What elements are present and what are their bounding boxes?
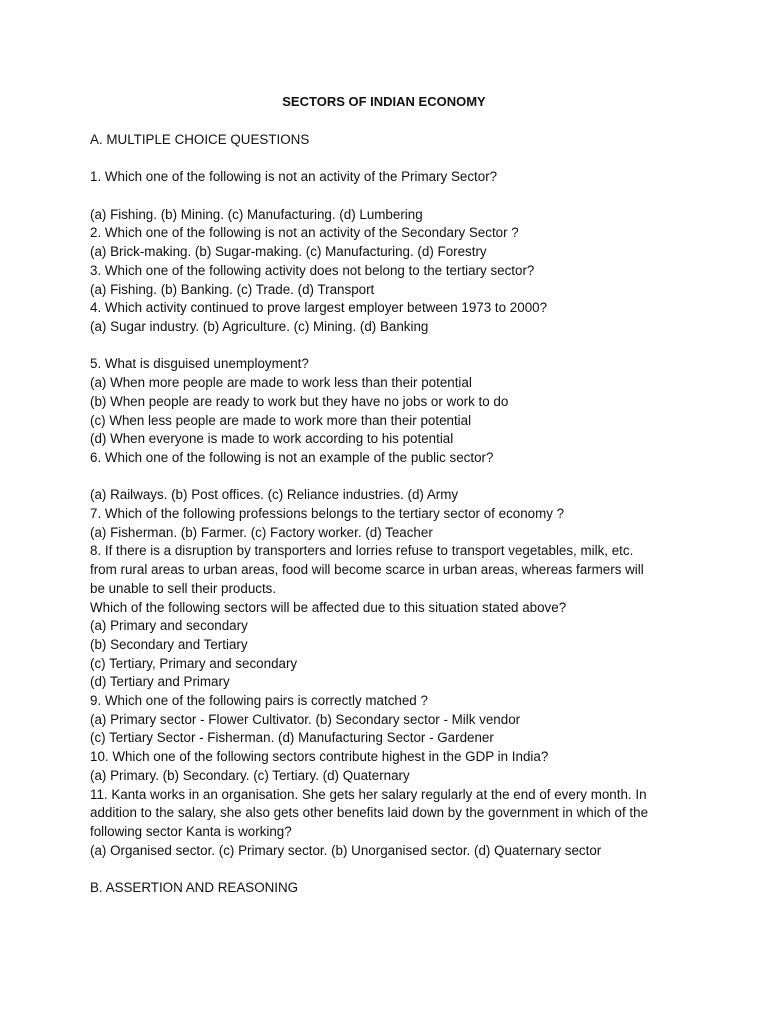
question-5: 5. What is disguised unemployment? xyxy=(90,356,309,372)
question-8-option-b: (b) Secondary and Tertiary xyxy=(90,636,248,652)
question-6-options: (a) Railways. (b) Post offices. (c) Reliance industries. (d) Army xyxy=(90,487,459,503)
question-5-option-a: (a) When more people are made to work less than their potential xyxy=(90,375,472,391)
question-10: 10. Which one of the following sectors contribute highest in the GDP in India? xyxy=(90,749,549,765)
question-10-options: (a) Primary. (b) Secondary. (c) Tertiary. (d) Quaternary xyxy=(90,767,410,783)
question-5-option-b: (b) When people are ready to work but they have no jobs or work to do xyxy=(90,393,509,409)
question-5-option-c: (c) When less people are made to work more than their potential xyxy=(90,412,472,428)
question-11-line-2: addition to the salary, she also gets other benefits laid down by the government in which of the xyxy=(90,805,649,821)
question-3-options: (a) Fishing. (b) Banking. (c) Trade. (d) Transport xyxy=(90,281,375,297)
question-8-line-1: 8. If there is a disruption by transporters and lorries refuse to transport vegetables, milk, etc. xyxy=(90,543,634,559)
question-4: 4. Which activity continued to prove largest employer between 1973 to 2000? xyxy=(90,300,548,316)
question-8-line-2: from rural areas to urban areas, food will become scarce in urban areas, whereas farmers will xyxy=(90,562,644,578)
question-6: 6. Which one of the following is not an example of the public sector? xyxy=(90,449,494,465)
spacer xyxy=(90,187,680,206)
question-11-line-1: 11. Kanta works in an organisation. She gets her salary regularly at the end of every month. In xyxy=(90,786,647,802)
question-9-options-ab: (a) Primary sector - Flower Cultivator. (b) Secondary sector - Milk vendor xyxy=(90,711,521,727)
question-11-options: (a) Organised sector. (c) Primary sector. (b) Unorganised sector. (d) Quaternary sector xyxy=(90,842,602,858)
question-8-option-c: (c) Tertiary, Primary and secondary xyxy=(90,655,298,671)
question-8-option-a: (a) Primary and secondary xyxy=(90,618,248,634)
question-11-line-3: following sector Kanta is working? xyxy=(90,823,292,839)
question-8-option-d: (d) Tertiary and Primary xyxy=(90,674,230,690)
section-heading-b: B. ASSERTION AND REASONING xyxy=(90,880,299,896)
section-heading-a: A. MULTIPLE CHOICE QUESTIONS xyxy=(90,132,310,147)
question-7: 7. Which of the following professions belongs to the tertiary sector of economy ? xyxy=(90,506,565,521)
question-9: 9. Which one of the following pairs is correctly matched ? xyxy=(90,693,428,709)
document-title: SECTORS OF INDIAN ECONOMY xyxy=(282,94,486,109)
question-1: 1. Which one of the following is not an activity of the Primary Sector? xyxy=(90,169,498,185)
spacer xyxy=(90,860,680,879)
question-9-options-cd: (c) Tertiary Sector - Fisherman. (d) Manufacturing Sector - Gardener xyxy=(90,730,494,746)
question-5-option-d: (d) When everyone is made to work according to his potential xyxy=(90,431,454,447)
spacer xyxy=(90,337,680,356)
question-7-options: (a) Fisherman. (b) Farmer. (c) Factory worker. (d) Teacher xyxy=(90,524,433,540)
spacer xyxy=(90,468,680,487)
question-3: 3. Which one of the following activity does not belong to the tertiary sector? xyxy=(90,262,535,278)
question-8-line-4: Which of the following sectors will be affected due to this situation stated above? xyxy=(90,599,567,615)
question-1-options: (a) Fishing. (b) Mining. (c) Manufacturing. (d) Lumbering xyxy=(90,206,423,222)
question-2: 2. Which one of the following is not an activity of the Secondary Sector ? xyxy=(90,225,519,241)
document-body xyxy=(90,131,680,898)
question-2-options: (a) Brick-making. (b) Sugar-making. (c) Manufacturing. (d) Forestry xyxy=(90,244,487,260)
question-8-line-3: be unable to sell their products. xyxy=(90,580,277,596)
question-4-options: (a) Sugar industry. (b) Agriculture. (c) Mining. (d) Banking xyxy=(90,319,429,334)
spacer xyxy=(90,150,680,169)
